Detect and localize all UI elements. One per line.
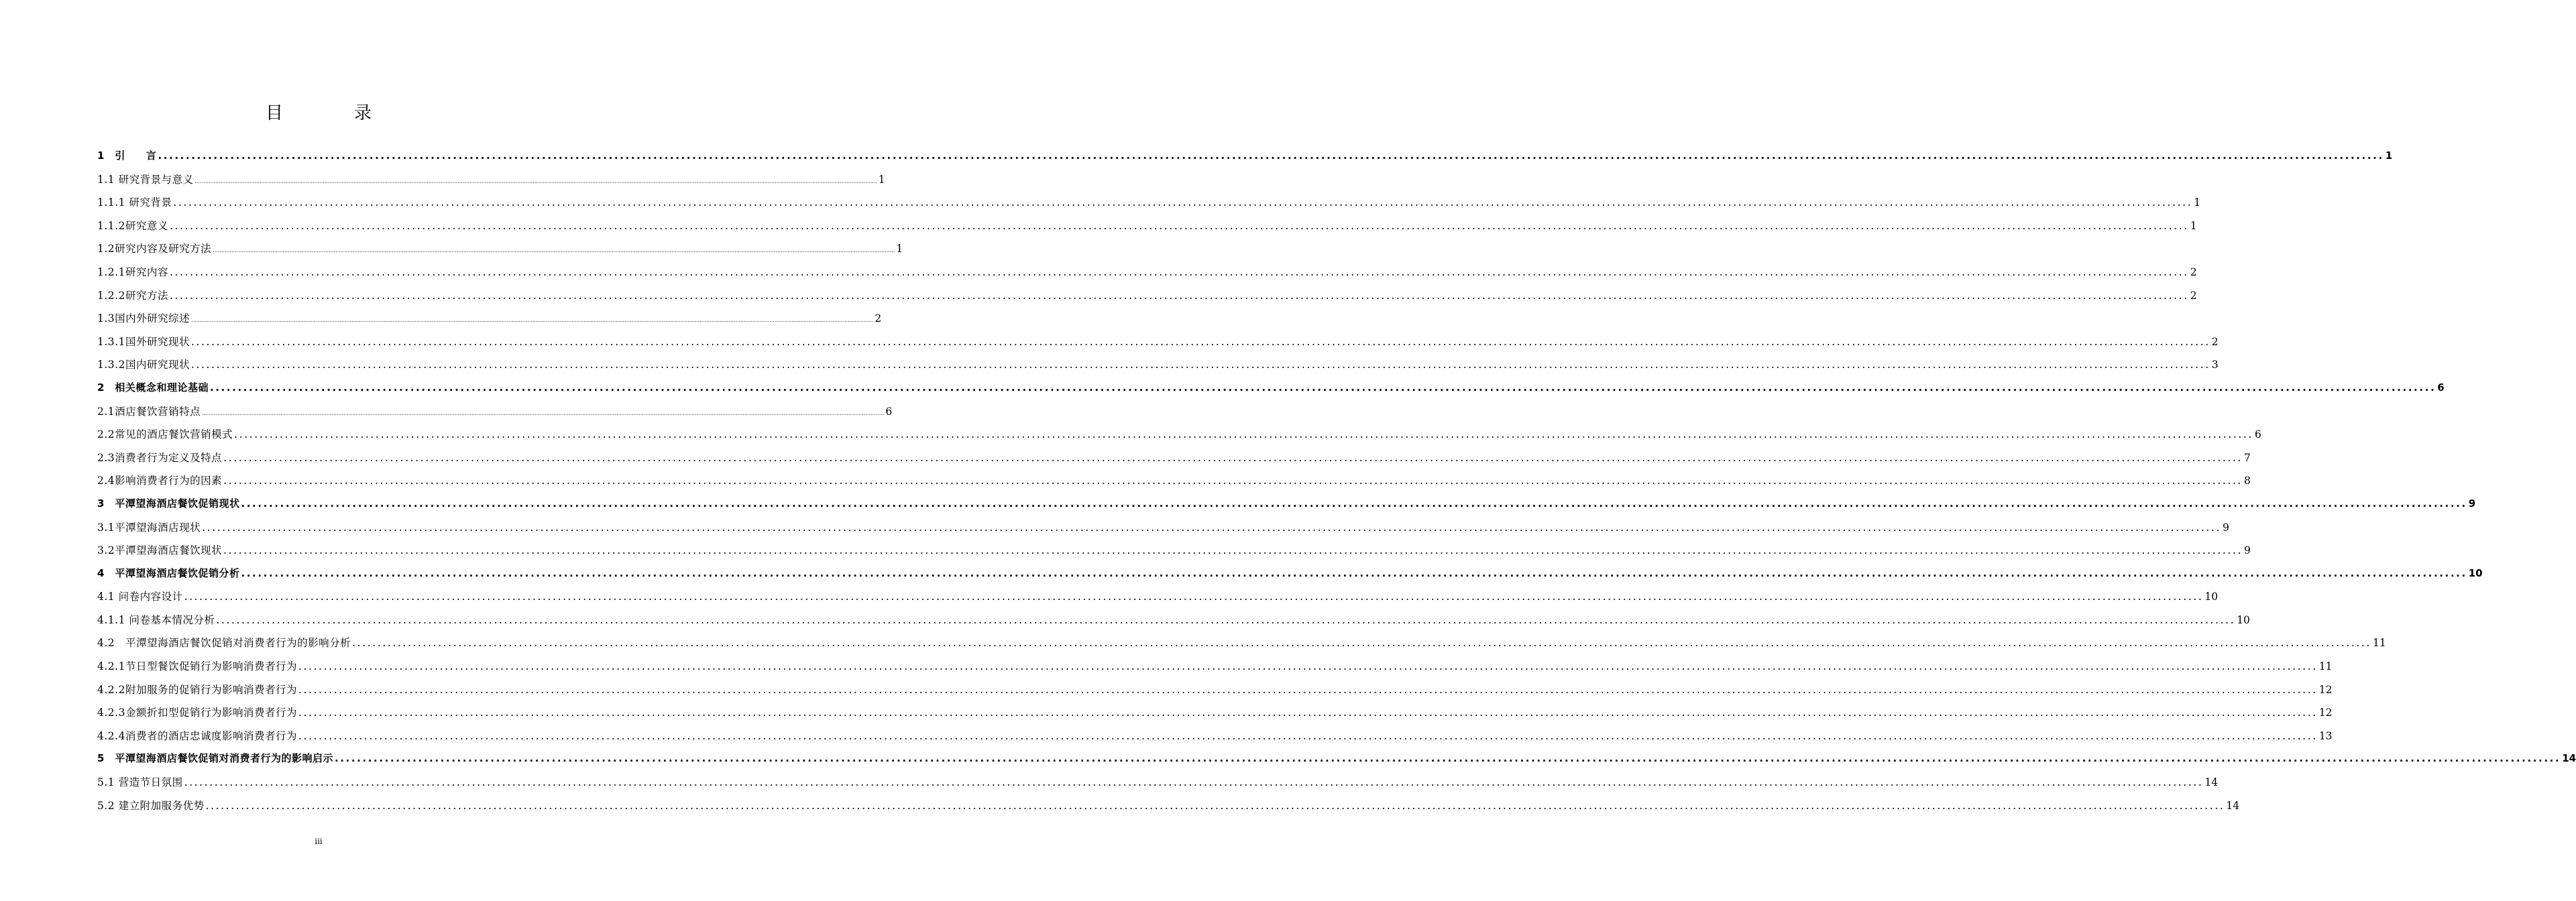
toc-entry-page: 1 [2194,196,2201,209]
toc-entry-label: 1.2.1研究内容 [97,265,168,278]
toc-entry-page: 2 [2211,335,2219,348]
toc-entry-label: 3 平潭望海酒店餐饮促销现状 [97,497,240,509]
toc-entry-page: 10 [2204,591,2219,603]
toc-entry-label: 5.2 建立附加服务优势 [97,799,205,812]
toc-entry-label: 4 平潭望海酒店餐饮促销分析 [97,566,240,579]
toc-entry-page: 1 [878,173,885,186]
toc-dot-leader: ................................................................................................................................................................................................................................................................................................................................................................................................................ [213,247,895,254]
toc-entry-label: 2.3消费者行为定义及特点 [97,451,223,464]
toc-entry[interactable] [97,798,2240,821]
toc-entry-page: 3 [2211,359,2219,371]
toc-dot-leader: ................................................................................................................................................................................................................................................................................................................................................................................................................ [194,178,877,184]
toc-entry-label: 1 引 言 [97,149,157,162]
toc-dot-leader: ................................................................................................................................................................................................................................................................................................................................................................................................................ [298,683,2318,696]
toc-dot-leader: ................................................................................................................................................................................................................................................................................................................................................................................................................ [190,359,2210,371]
page-title: 目 录 [265,103,398,123]
toc-entry-label: 2.4影响消费者行为的因素 [97,475,223,487]
toc-entry-label: 1.1 研究背景与意义 [97,173,194,186]
toc-entry-page: 2 [2190,289,2197,302]
toc-entry[interactable] [97,194,2201,218]
toc-entry-page: 1 [2385,149,2393,162]
toc-entry-page: 7 [2243,451,2251,464]
toc-entry-label: 5.1 营造节日氛围 [97,776,183,789]
toc-entry-page: 14 [2226,799,2240,812]
toc-entry-label: 2.2常见的酒店餐饮营销模式 [97,428,233,441]
toc-dot-leader: ................................................................................................................................................................................................................................................................................................................................................................................................................ [190,335,2210,348]
toc-entry-page: 9 [2468,497,2476,509]
toc-dot-leader: ................................................................................................................................................................................................................................................................................................................................................................................................................ [158,149,2384,162]
toc-dot-leader: ................................................................................................................................................................................................................................................................................................................................................................................................................ [298,660,2318,673]
toc-entry-page: 1 [2190,219,2197,232]
toc-entry[interactable] [97,635,2386,658]
toc-entry-label: 2 相关概念和理论基础 [97,381,209,394]
toc-entry-page: 14 [2204,776,2219,789]
toc-dot-leader: ................................................................................................................................................................................................................................................................................................................................................................................................................ [334,752,2561,765]
toc-entry-page: 9 [2222,521,2229,534]
toc-dot-leader: ................................................................................................................................................................................................................................................................................................................................................................................................................ [169,265,2189,278]
toc-entry-page: 1 [896,243,903,255]
toc-entry-page: 6 [885,405,893,418]
toc-entry-label: 4.1 问卷内容设计 [97,591,183,603]
toc-entry[interactable] [97,288,2197,311]
toc-entry-label: 4.2 平潭望海酒店餐饮促销对消费者行为的影响分析 [97,637,351,650]
toc-entry-page: 9 [2243,544,2251,557]
toc-dot-leader: ................................................................................................................................................................................................................................................................................................................................................................................................................ [169,289,2189,302]
toc-entry[interactable] [97,148,2393,172]
toc-dot-leader: ................................................................................................................................................................................................................................................................................................................................................................................................................ [298,729,2318,742]
toc-entry[interactable] [97,426,2261,450]
toc-entry-label: 4.1.1 问卷基本情况分析 [97,613,215,626]
toc-entry-page: 12 [2318,683,2333,696]
toc-entry[interactable] [97,334,2219,357]
toc-entry-label: 4.2.4消费者的酒店忠诚度影响消费者行为 [97,729,297,742]
toc-entry[interactable] [97,520,2229,543]
toc-dot-leader: ................................................................................................................................................................................................................................................................................................................................................................................................................ [173,196,2193,209]
toc-dot-leader: ................................................................................................................................................................................................................................................................................................................................................................................................................ [169,219,2189,232]
toc-entry-label: 4.2.2附加服务的促销行为影响消费者行为 [97,683,297,696]
toc-entry[interactable] [97,751,2576,774]
toc-entry-label: 3.2平潭望海酒店餐饮现状 [97,544,223,557]
toc-dot-leader: ................................................................................................................................................................................................................................................................................................................................................................................................................ [184,776,2204,789]
toc-entry-label: 3.1平潭望海酒店现状 [97,521,201,534]
toc-entry-label: 1.3.1国外研究现状 [97,335,190,348]
toc-entry[interactable] [97,705,2333,728]
toc-entry-label: 5 平潭望海酒店餐饮促销对消费者行为的影响启示 [97,752,333,765]
toc-entry[interactable] [97,658,2333,682]
toc-dot-leader: ................................................................................................................................................................................................................................................................................................................................................................................................................ [202,410,885,416]
toc-entry-page: 6 [2254,428,2261,441]
toc-entry-label: 1.2研究内容及研究方法 [97,243,212,255]
page-number: iii [315,837,323,846]
toc-entry-page: 8 [2243,475,2251,487]
toc-dot-leader: ................................................................................................................................................................................................................................................................................................................................................................................................................ [191,317,874,324]
toc-dot-leader: ................................................................................................................................................................................................................................................................................................................................................................................................................ [223,475,2243,487]
toc-entry-page: 11 [2372,637,2386,650]
toc-entry[interactable] [97,542,2251,566]
toc-dot-leader: ................................................................................................................................................................................................................................................................................................................................................................................................................ [352,637,2371,650]
toc-entry[interactable] [97,496,2476,520]
toc-dot-leader: ................................................................................................................................................................................................................................................................................................................................................................................................................ [234,428,2253,441]
toc-entry-page: 10 [2237,613,2250,626]
toc-entry-page: 2 [875,312,882,325]
toc-entry-page: 11 [2318,660,2333,673]
toc-dot-leader: ................................................................................................................................................................................................................................................................................................................................................................................................................ [223,451,2243,464]
toc-dot-leader: ................................................................................................................................................................................................................................................................................................................................................................................................................ [209,381,2437,394]
toc-entry[interactable] [97,264,2197,288]
toc-entry[interactable] [97,774,2219,798]
toc-dot-leader: ................................................................................................................................................................................................................................................................................................................................................................................................................ [184,591,2204,603]
toc-entry-page: 12 [2318,707,2333,719]
toc-dot-leader: ................................................................................................................................................................................................................................................................................................................................................................................................................ [202,521,2221,534]
toc-entry-label: 1.2.2研究方法 [97,289,168,302]
toc-dot-leader: ................................................................................................................................................................................................................................................................................................................................................................................................................ [223,544,2243,557]
toc-entry[interactable] [97,566,2483,589]
toc-entry-label: 4.2.1节日型餐饮促销行为影响消费者行为 [97,660,297,673]
toc-entry[interactable] [97,728,2333,752]
toc-entry[interactable] [97,380,2445,404]
toc-entry[interactable] [97,357,2219,380]
toc-entry[interactable] [97,218,2197,241]
toc-entry-page: 2 [2190,265,2197,278]
toc-entry-label: 4.2.3金额折扣型促销行为影响消费者行为 [97,707,297,719]
toc-entry-label: 1.3国内外研究综述 [97,312,190,325]
table-of-contents [97,148,2576,821]
toc-dot-leader: ................................................................................................................................................................................................................................................................................................................................................................................................................ [298,707,2318,719]
toc-entry[interactable] [97,473,2251,496]
toc-entry[interactable] [97,682,2333,705]
toc-entry-label: 1.3.2国内研究现状 [97,359,190,371]
toc-entry[interactable] [97,310,882,334]
toc-entry-page: 10 [2468,566,2483,579]
toc-entry[interactable] [97,172,885,195]
toc-entry-label: 2.1酒店餐饮营销特点 [97,405,201,418]
toc-entry[interactable] [97,589,2219,612]
toc-entry[interactable] [97,241,903,264]
toc-entry-page: 13 [2318,729,2333,742]
toc-entry[interactable] [97,450,2251,473]
toc-entry-page: 14 [2562,752,2576,765]
toc-dot-leader: ................................................................................................................................................................................................................................................................................................................................................................................................................ [205,799,2225,812]
toc-dot-leader: ................................................................................................................................................................................................................................................................................................................................................................................................................ [241,497,2467,509]
toc-entry-label: 1.1.1 研究背景 [97,196,172,209]
toc-entry-page: 6 [2437,381,2445,394]
toc-entry[interactable] [97,404,893,427]
toc-dot-leader: ................................................................................................................................................................................................................................................................................................................................................................................................................ [241,566,2467,579]
toc-entry[interactable] [97,612,2250,636]
toc-dot-leader: ................................................................................................................................................................................................................................................................................................................................................................................................................ [216,613,2236,626]
toc-entry-label: 1.1.2研究意义 [97,219,168,232]
